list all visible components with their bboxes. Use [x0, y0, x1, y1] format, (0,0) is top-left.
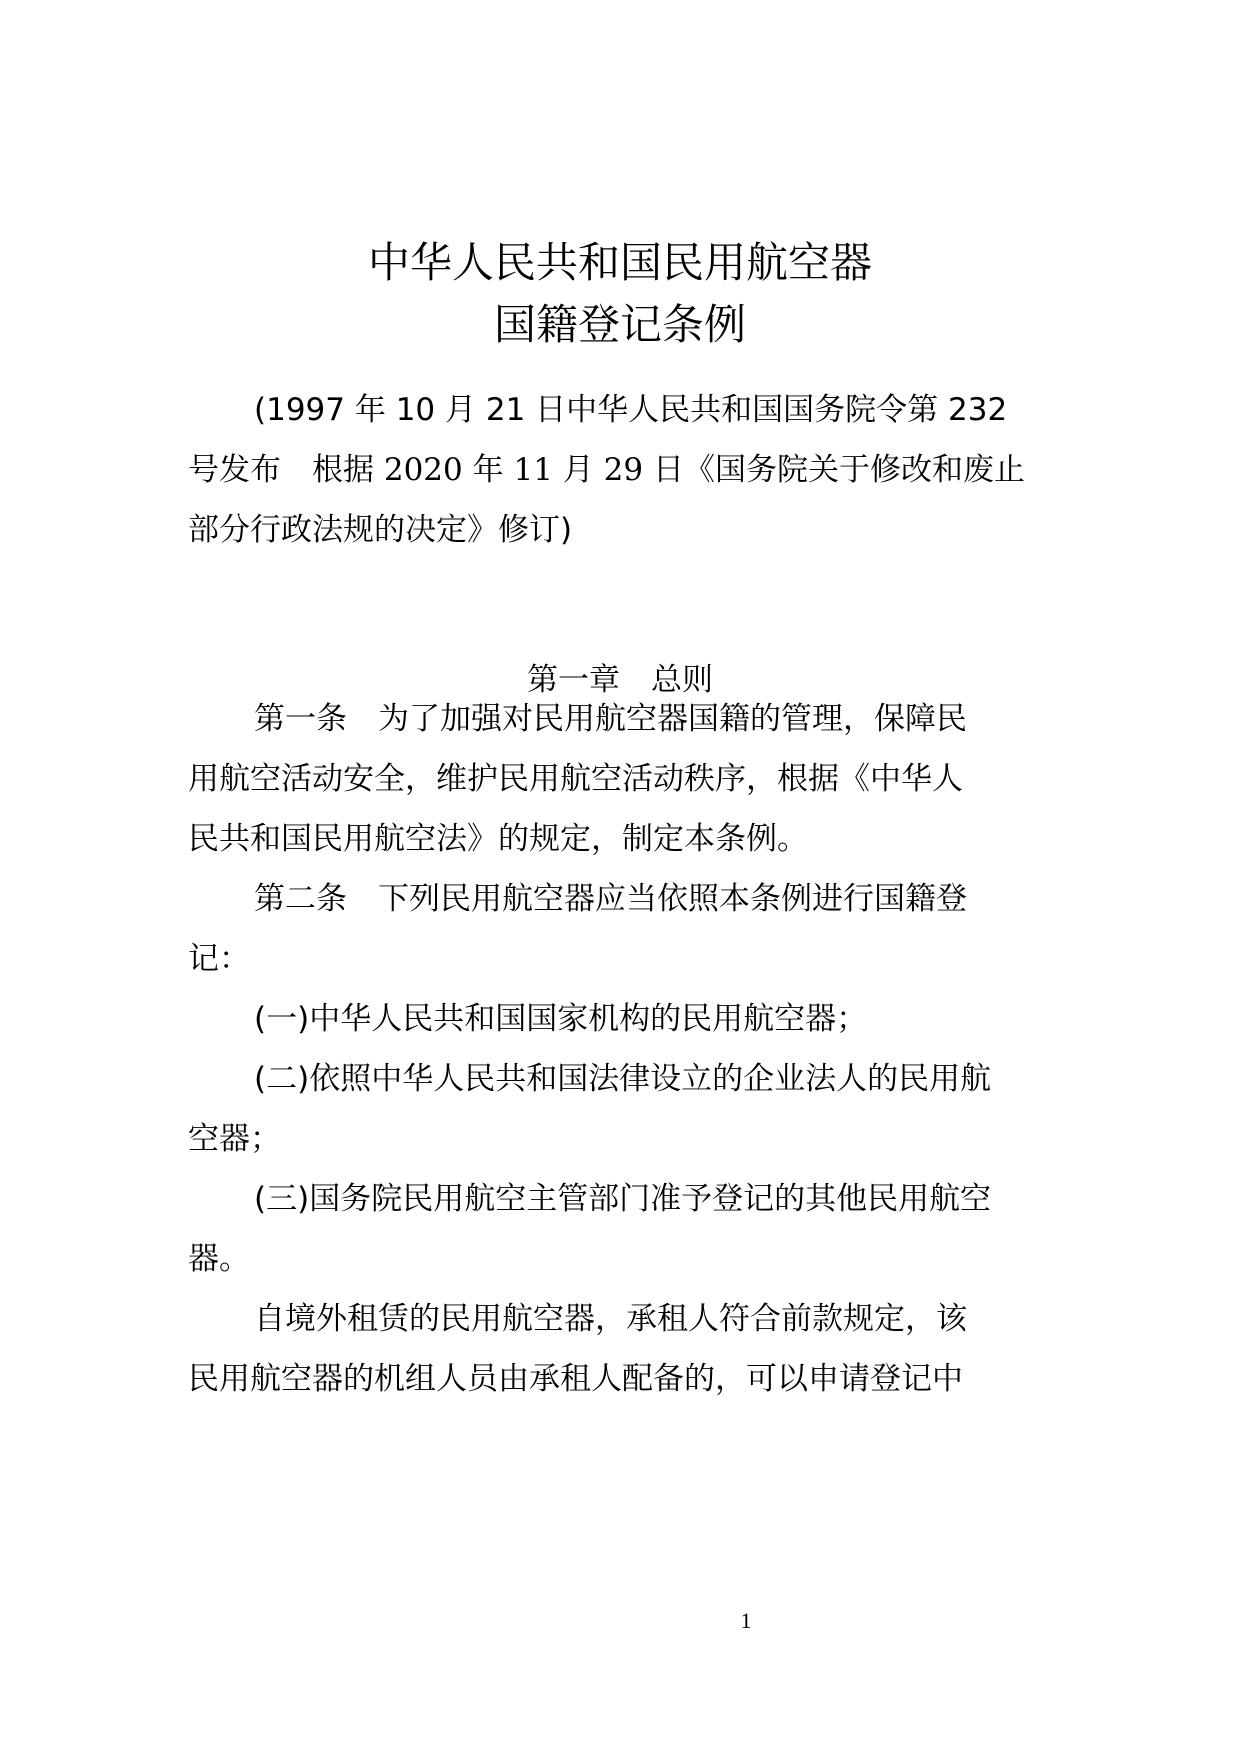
source-note-line-1: (1997 年 10 月 21 日中华人民共和国国务院令第 232: [254, 392, 1008, 428]
document-title-line-1: 中华人民共和国民用航空器: [367, 238, 872, 287]
amendment-month: 11: [513, 452, 553, 488]
amendment-year: 2020: [383, 452, 463, 488]
document-title-line-2: 国籍登记条例: [493, 300, 746, 349]
paragraph-line: 空器；: [188, 1121, 281, 1157]
paragraph-line: (三)国务院民用航空主管部门准予登记的其他民用航空: [254, 1181, 992, 1217]
paragraph-line: 自境外租赁的民用航空器，承租人符合前款规定，该: [254, 1301, 967, 1337]
paragraph-line: 器。: [188, 1241, 250, 1277]
paragraph-line: (一)中华人民共和国国家机构的民用航空器；: [254, 1001, 868, 1037]
source-note-line-2: [188, 446, 1025, 494]
paragraph-line: 第二条 下列民用航空器应当依照本条例进行国籍登: [254, 881, 967, 917]
amendment-day: 29: [603, 452, 644, 488]
paragraph-line: (二)依照中华人民共和国法律设立的企业法人的民用航: [254, 1061, 992, 1097]
source-note-text: 月: [552, 452, 604, 488]
paragraph-line: 记：: [188, 941, 250, 977]
paragraph-line: 民用航空器的机组人员由承租人配备的，可以申请登记中: [188, 1361, 963, 1397]
source-note-text: 日《国务院关于修改和废止: [643, 452, 1025, 488]
paragraph-line: 民共和国民用航空法》的规定，制定本条例。: [188, 821, 808, 857]
chapter-heading: 第一章 总则: [527, 662, 713, 698]
paragraph-line: 用航空活动安全，维护民用航空活动秩序，根据《中华人: [188, 761, 963, 797]
paragraph-line: 第一条 为了加强对民用航空器国籍的管理，保障民: [254, 701, 967, 737]
source-note-text: 号发布 根据: [188, 452, 384, 488]
source-note-line-3: 部分行政法规的决定》修订): [188, 512, 573, 548]
page-number: 1: [740, 1608, 752, 1633]
source-note-text: 年: [462, 452, 514, 488]
